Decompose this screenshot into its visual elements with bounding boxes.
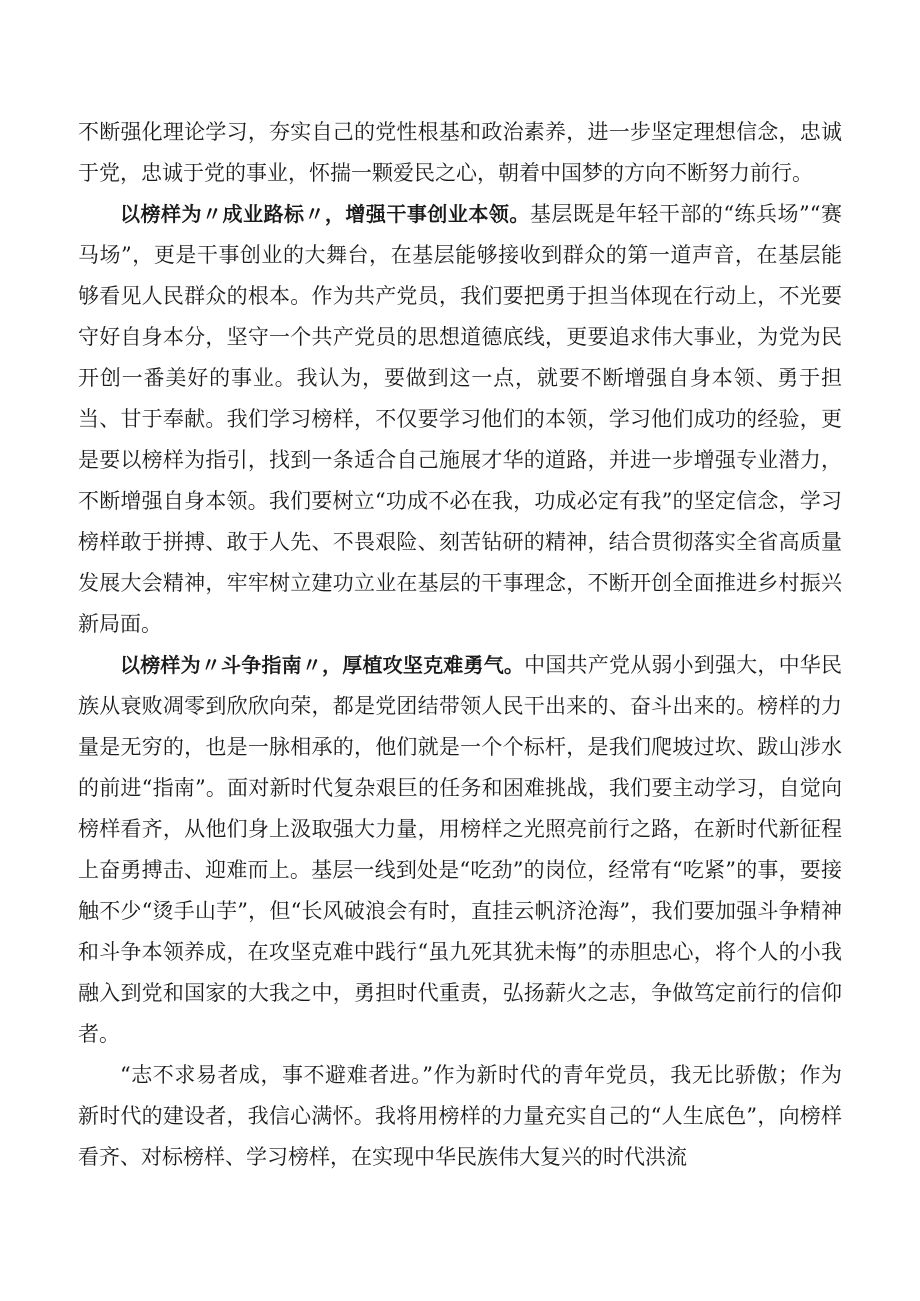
paragraph-1-text: 不断强化理论学习，夯实自己的党性根基和政治素养，进一步坚定理想信念，忠诚于党，忠诚于党的事业，怀揣一颗爱民之心，朝着中国梦的方向不断努力前行。 — [78, 120, 842, 185]
paragraph-2-heading: 以榜样为〃成业路标〃，增强干事创业本领。 — [120, 202, 530, 226]
paragraph-4-text: “志不求易者成，事不避难者进。”作为新时代的青年党员，我无比骄傲；作为新时代的建设者，我信心满怀。我将用榜样的力量充实自己的“人生底色”，向榜样看齐、对标榜样、学习榜样，在实现中华民族伟大复兴的时代洪流 — [78, 1063, 842, 1169]
paragraph-3-text: 中国共产党从弱小到强大，中华民族从衰败凋零到欣欣向荣，都是党团结带领人民干出来的、奋斗出来的。榜样的力量是无穷的，也是一脉相承的，他们就是一个个标杆，是我们爬坡过坎、跋山涉水的前进“指南”。面对新时代复杂艰巨的任务和困难挑战，我们要主动学习，自觉向榜样看齐，从他们身上汲取强大力量，用榜样之光照亮前行之路，在新时代新征程上奋勇搏击、迎难而上。基层一线到处是“吃劲”的岗位，经常有“吃紧”的事，要接触不少“烫手山芋”，但“长风破浪会有时，直挂云帆济沧海”，我们要加强斗争精神和斗争本领养成，在攻坚克难中践行“虽九死其犹未悔”的赤胆忠心，将个人的小我融入到党和国家的大我之中，勇担时代重责，弘扬薪火之志，争做笃定前行的信仰者。 — [78, 653, 843, 1046]
paragraph-2 — [78, 194, 842, 645]
paragraph-1 — [78, 112, 842, 194]
paragraph-3 — [78, 645, 842, 1055]
paragraph-2-text: 基层既是年轻干部的“练兵场”“赛马场”，更是干事创业的大舞台，在基层能够接收到群众的第一道声音，在基层能够看见人民群众的根本。作为共产党员，我们要把勇于担当体现在行动上，不光要守好自身本分，坚守一个共产党员的思想道德底线，更要追求伟大事业，为党为民开创一番美好的事业。我认为，要做到这一点，就要不断增强自身本领、勇于担当、甘于奉献。我们学习榜样，不仅要学习他们的本领，学习他们成功的经验，更是要以榜样为指引，找到一条适合自己施展才华的道路，并进一步增强专业潜力，不断增强自身本领。我们要树立“功成不必在我，功成必定有我”的坚定信念，学习榜样敢于拼搏、敢于人先、不畏艰险、刻苦钻研的精神，结合贯彻落实全省高质量发展大会精神，牢牢树立建功立业在基层的干事理念，不断开创全面推进乡村振兴新局面。 — [78, 202, 842, 636]
paragraph-3-heading: 以榜样为〃斗争指南〃，厚植攻坚克难勇气。 — [120, 653, 525, 677]
paragraph-4 — [78, 1055, 842, 1178]
